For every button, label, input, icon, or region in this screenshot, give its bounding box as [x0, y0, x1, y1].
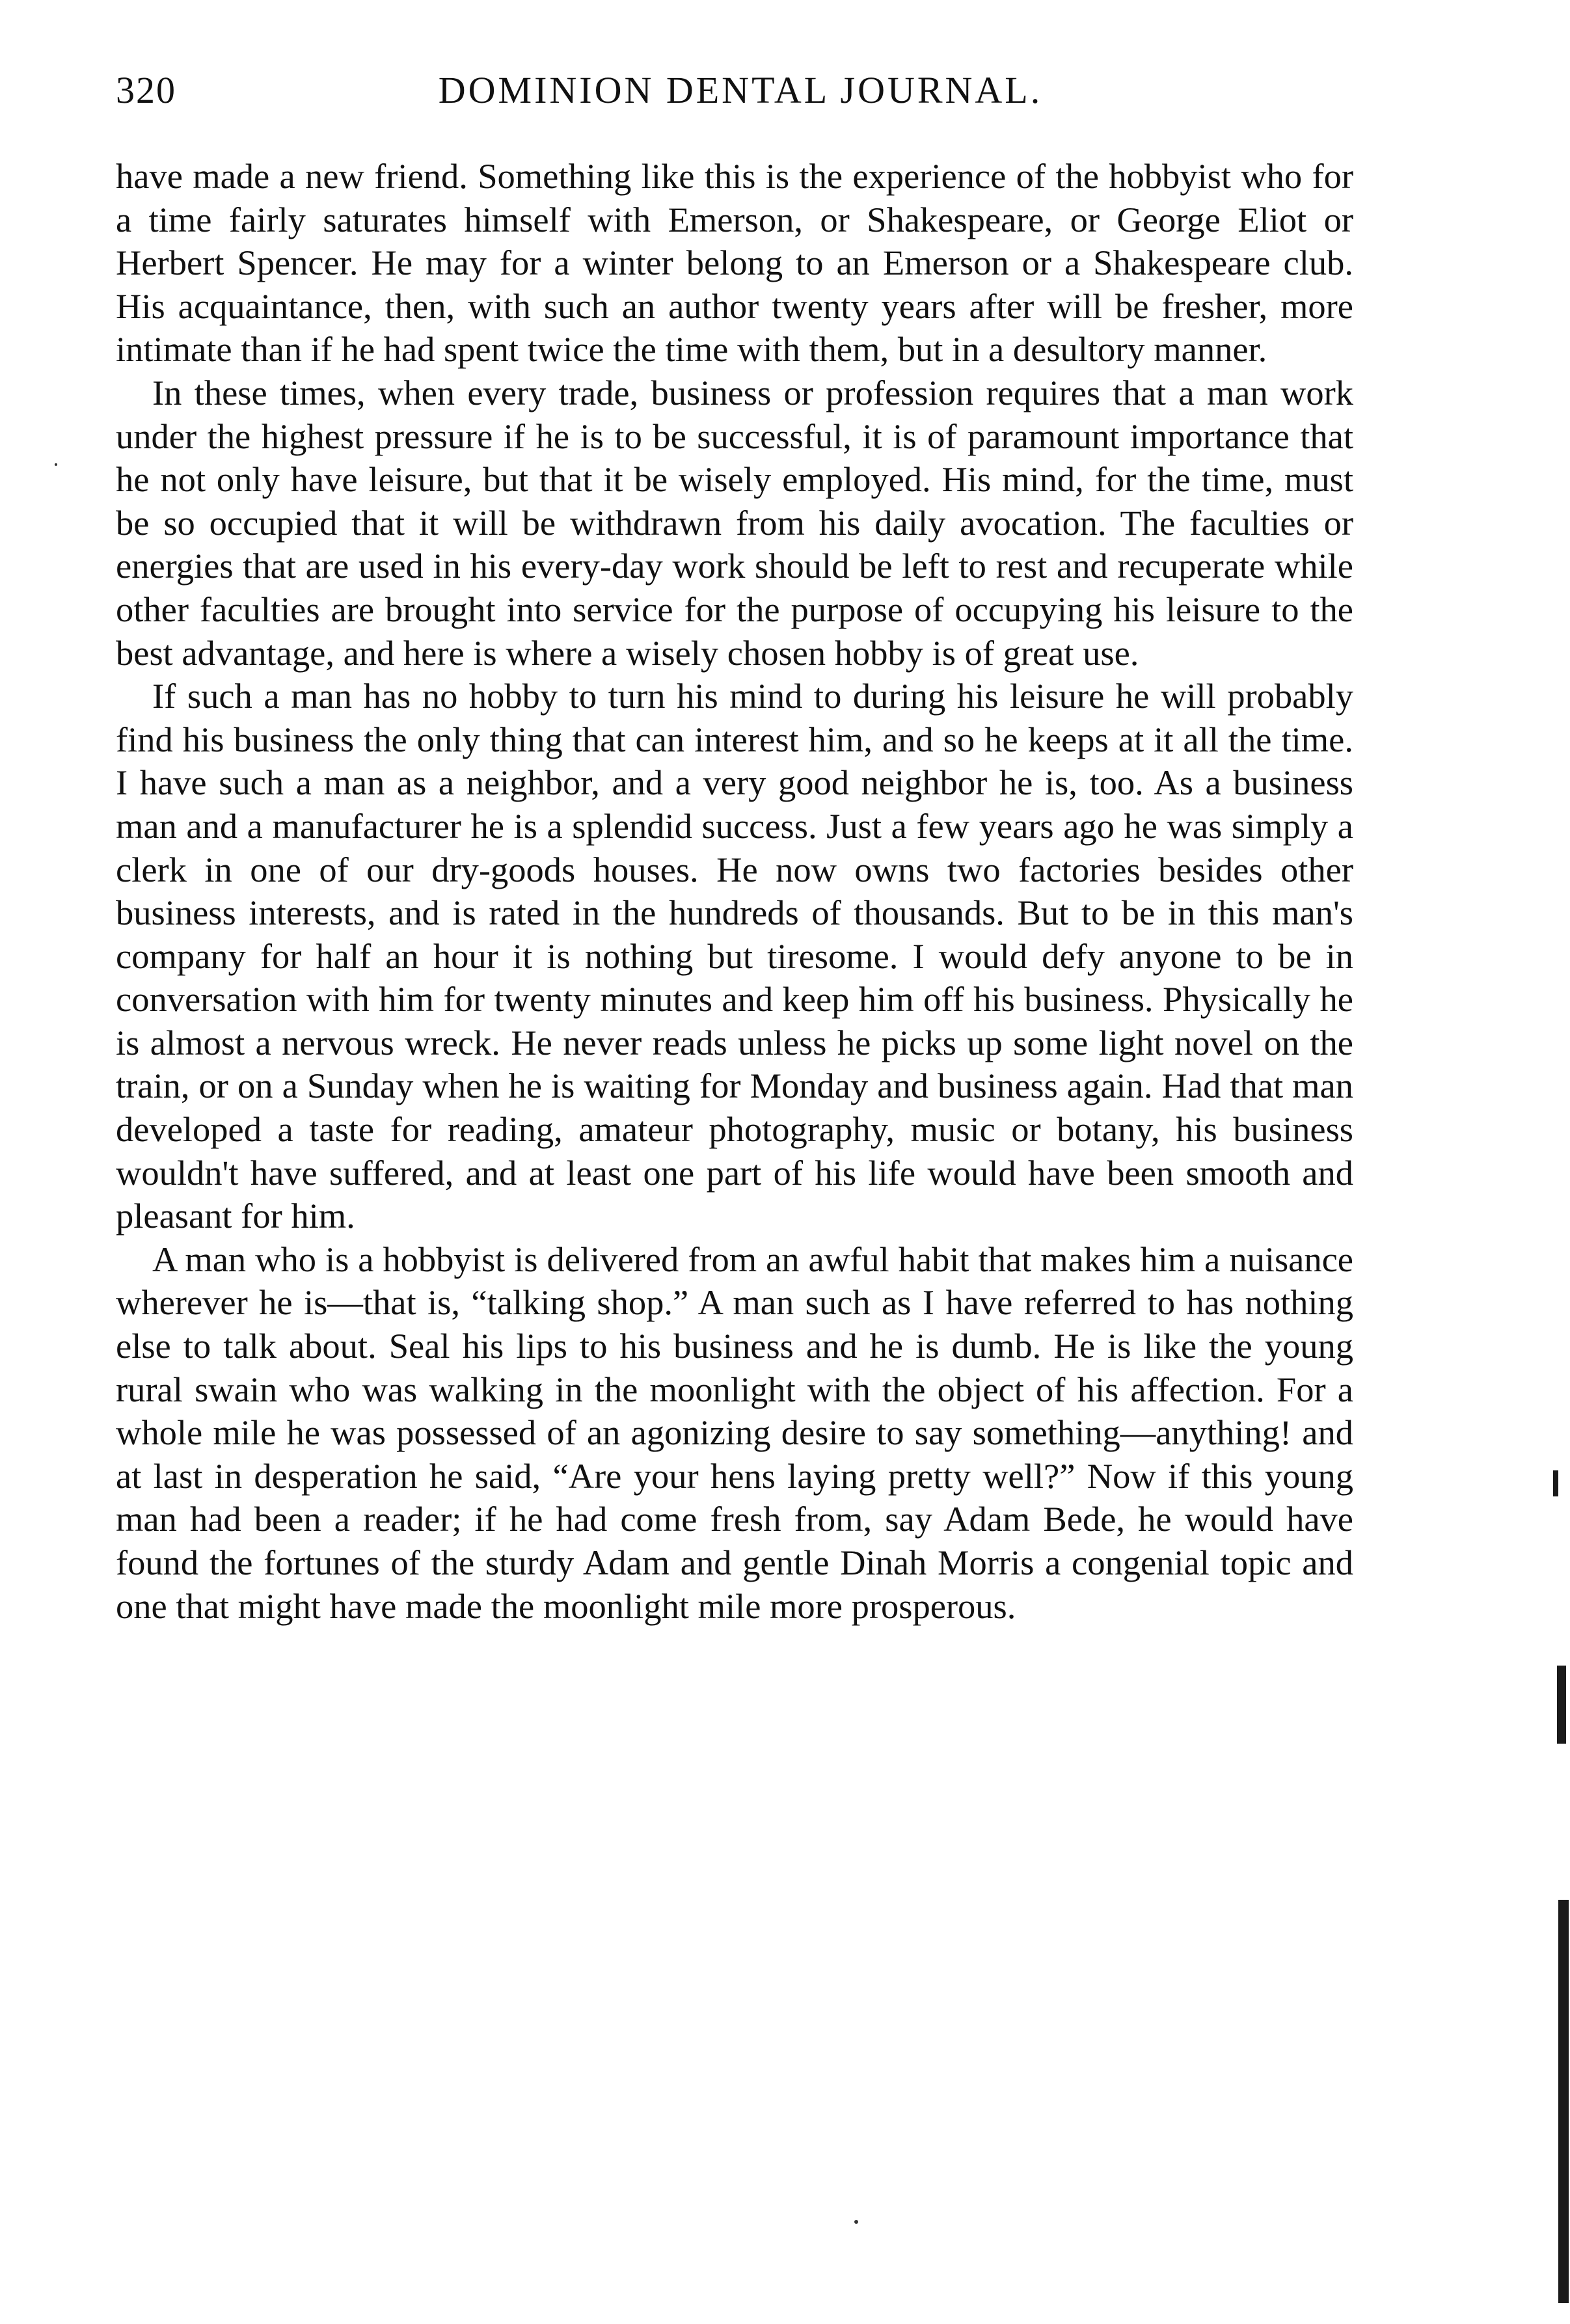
paragraph: A man who is a hobbyist is delivered from an awful habit that makes him a nuisance wherever he is—that is, “talking shop.” A man such as I have referred to has nothing else to talk about. Seal his lips to his business and he is dumb. He is like the young rural swain who was walking in the moonlight with the object of his affection. For a whole mile he was possessed of an agonizing desire to say something—anything! and at last in desperation he said, “Are your hens laying pretty well?” Now if this young man had been a reader; if he had come fresh from, say Adam Bede, he would have found the fortunes of the sturdy Adam and gentle Dinah Morris a congenial topic and one that might have made the moonlight mile more prosperous.	[116, 1239, 1353, 1626]
scan-edge-mark	[1553, 1470, 1558, 1496]
article-body	[116, 155, 1353, 1628]
paragraph: If such a man has no hobby to turn his mind to during his leisure he will probably find his business the only thing that can interest him, and so he keeps at it all the time. I have such a man as a neighbor, and a very good neighbor he is, too. As a business man and a manufacturer he is a splendid success. Just a few years ago he was simply a clerk in one of our dry-goods houses. He now owns two factories besides other business interests, and is rated in the hundreds of thousands. But to be in this man's company for half an hour it is nothing but tiresome. I would defy anyone to be in conversation with him for twenty minutes and keep him off his business. Physically he is almost a nervous wreck. He never reads unless he picks up some light novel on the train, or on a Sunday when he is waiting for Monday and business again. Had that man developed a taste for reading, amateur photography, music or botany, his business wouldn't have suffered, and at least one part of his life would have been smooth and pleasant for him.	[116, 676, 1353, 1236]
paragraph: In these times, when every trade, business or profession requires that a man work under the highest pressure if he is to be successful, it is of paramount importance that he not only have leisure, but that it be wisely employed. His mind, for the time, must be so occupied that it will be withdrawn from his daily avocation. The faculties or energies that are used in his every-day work should be left to rest and recuperate while other faculties are brought into service for the purpose of occupying his leisure to the best advantage, and here is where a wisely chosen hobby is of great use.	[116, 372, 1353, 673]
scan-speck	[854, 2220, 858, 2224]
running-head: DOMINION DENTAL JOURNAL.	[438, 69, 1043, 111]
scan-edge-mark	[1558, 1900, 1569, 2303]
scan-speck	[55, 463, 57, 466]
page-number: 320	[116, 69, 176, 111]
page-header	[116, 68, 1365, 130]
paragraph: have made a new friend. Something like this is the experience of the hobbyist who for a time fairly saturates himself with Emerson, or Shakespeare, or George Eliot or Herbert Spencer. He may for a winter belong to an Emerson or a Shakespeare club. His acquaintance, then, with such an author twenty years after will be fresher, more intimate than if he had spent twice the time with them, but in a desultory manner.	[116, 156, 1353, 370]
scan-edge-mark	[1557, 1666, 1566, 1744]
